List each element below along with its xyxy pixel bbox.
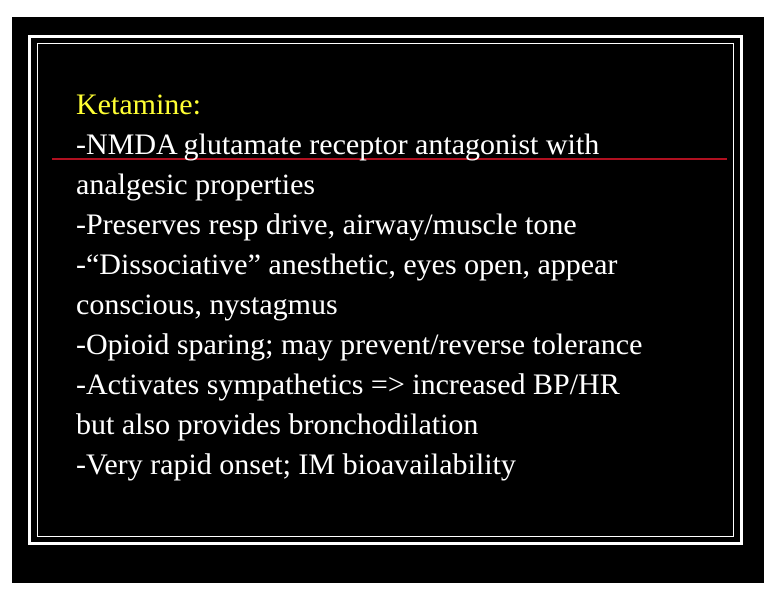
bullet-line-8: but also provides bronchodilation: [76, 408, 479, 441]
slide-body: [76, 85, 756, 485]
bullet-line-2: analgesic properties: [76, 168, 316, 201]
bullet-line-3: -Preserves resp drive, airway/muscle tone: [76, 208, 577, 241]
bullet-line-1: -NMDA glutamate receptor antagonist with: [76, 128, 600, 161]
bullet-line-7: -Activates sympathetics => increased BP/HR: [76, 368, 620, 401]
bullet-line-4: -“Dissociative” anesthetic, eyes open, appear: [76, 248, 618, 281]
bullet-line-6: -Opioid sparing; may prevent/reverse tolerance: [76, 328, 643, 361]
bullet-line-9: -Very rapid onset; IM bioavailability: [76, 448, 516, 481]
slide: [12, 17, 764, 583]
slide-title: Ketamine:: [76, 88, 201, 121]
bullet-line-5: conscious, nystagmus: [76, 288, 338, 321]
